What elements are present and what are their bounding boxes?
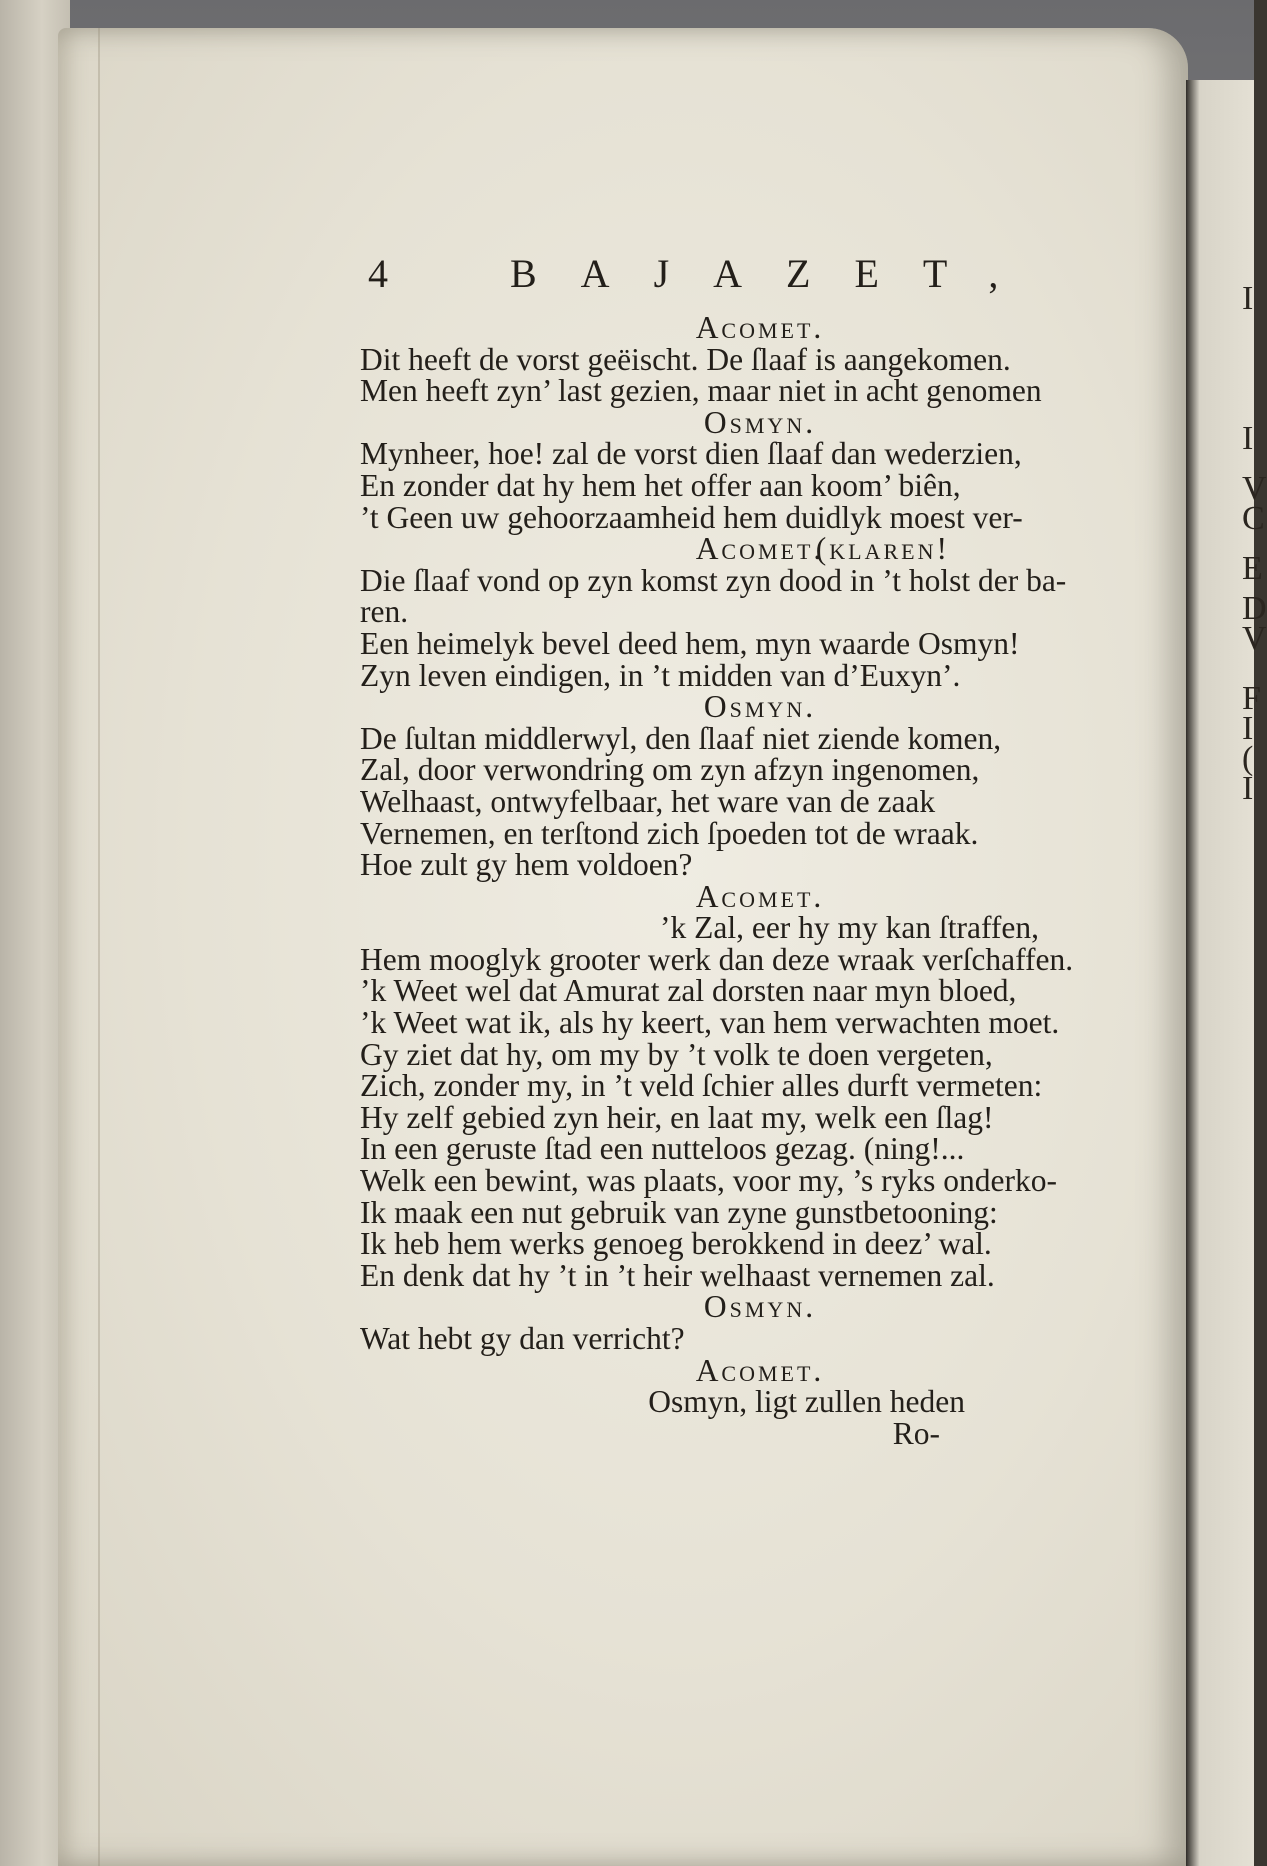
facing-page-letter: D (1242, 590, 1267, 627)
speaker-name (360, 312, 1160, 344)
verse-line: Die ſlaaf vond op zyn komst zyn dood in ’t holst der ba- (360, 562, 1067, 598)
verse-line: Welk een bewint, was plaats, voor my, ’s ryks onderko- (360, 1163, 1058, 1199)
speaker-name (360, 691, 1160, 723)
catchword: Ro- (892, 1415, 940, 1451)
verse-text (360, 312, 1160, 1449)
speaker-label: Osmyn. (703, 1289, 817, 1325)
verse-line: Zich, zonder my, in ’t veld ſchier alles durft vermeten: (360, 1068, 1043, 1104)
verse-line: Hoe zult gy hem voldoen? (360, 847, 693, 883)
speaker-name (360, 404, 1160, 440)
verse-line: Zal, door verwondring om zyn afzyn ingenomen, (360, 752, 980, 788)
line-continuation: (klaren! (815, 531, 950, 567)
speaker-name (360, 878, 1160, 914)
facing-page-letter: F (1242, 680, 1261, 717)
verse-line: Hy zelf gebied zyn heir, en laat my, welk een ſlag! (360, 1099, 994, 1135)
verse-line: Gy ziet dat hy, om my by ’t volk te doen vergeten, (360, 1036, 993, 1072)
facing-page-letter: I (1242, 770, 1254, 807)
verse-line: Dit heeft de vorst geëischt. De ſlaaf is aangekomen. (360, 341, 1011, 377)
facing-page-letter: V (1242, 620, 1267, 657)
speaker-label: Acomet. (695, 1352, 825, 1388)
speaker-label: Acomet. (695, 531, 825, 567)
verse-line: Mynheer, hoe! zal de vorst dien ſlaaf dan wederzien, (360, 436, 1022, 472)
speaker-label: Osmyn. (703, 404, 817, 440)
verse-line: ’k Weet wat ik, als hy keert, van hem verwachten moet. (360, 1005, 1060, 1041)
facing-page-letter: I (1242, 280, 1254, 317)
verse-line: Welhaast, ontwyfelbaar, het ware van de zaak (360, 783, 936, 819)
speaker-label: Acomet. (695, 878, 825, 914)
speaker-name (360, 1291, 1160, 1323)
facing-page-letter: C (1242, 500, 1265, 537)
verse-line: Osmyn, ligt zullen heden (648, 1384, 965, 1420)
facing-page-letter: I (1242, 420, 1254, 457)
verse-line: ren. (360, 594, 409, 630)
verse-line: Zyn leven eindigen, in ’t midden van d’Euxyn’. (360, 657, 961, 693)
speaker-name (360, 1352, 1160, 1388)
running-head (360, 250, 1043, 300)
verse-line: ’k Zal, eer hy my kan ſtraffen, (660, 910, 1040, 946)
verse-line: Ik heb hem werks genoeg berokkend in deez’ wal. (360, 1226, 992, 1262)
running-title: BAJAZET, (510, 251, 1043, 296)
verse-line: ’t Geen uw gehoorzaamheid hem duidlyk moest ver- (360, 499, 1023, 535)
verse-line: In een geruste ſtad een nutteloos gezag. (ning!... (360, 1131, 965, 1167)
verse-line: Men heeft zyn’ last gezien, maar niet in acht genomen (360, 373, 1042, 409)
facing-page-letter: ( (1242, 740, 1254, 777)
facing-page-letter: V (1242, 470, 1267, 507)
verse-line: Wat hebt gy dan verricht? (360, 1321, 685, 1356)
verse-line: Een heimelyk bevel deed hem, myn waarde Osmyn! (360, 625, 1020, 661)
facing-page-edge (1186, 80, 1267, 1866)
facing-page-letter: E (1242, 550, 1263, 587)
verse-line: De ſultan middlerwyl, den ſlaaf niet ziende komen, (360, 720, 1002, 756)
verse-line: ’k Weet wel dat Amurat zal dorsten naar myn bloed, (360, 973, 1017, 1009)
verse-line: En zonder dat hy hem het offer aan koom’ biên, (360, 467, 961, 503)
facing-page-letter: I (1242, 710, 1254, 747)
page-gutter (58, 28, 100, 1866)
verse-line: Hem mooglyk grooter werk dan deze wraak verſchaffen. (360, 941, 1074, 977)
verse-line: Ik maak een nut gebruik van zyne gunstbetooning: (360, 1194, 998, 1230)
verse-line: En denk dat hy ’t in ’t heir welhaast vernemen zal. (360, 1257, 995, 1293)
page-number: 4 (368, 251, 388, 296)
verse-line: Vernemen, en terſtond zich ſpoeden tot de wraak. (360, 815, 979, 851)
speaker-name (360, 533, 1160, 565)
speaker-label: Acomet. (695, 310, 825, 345)
speaker-label: Osmyn. (703, 689, 817, 725)
